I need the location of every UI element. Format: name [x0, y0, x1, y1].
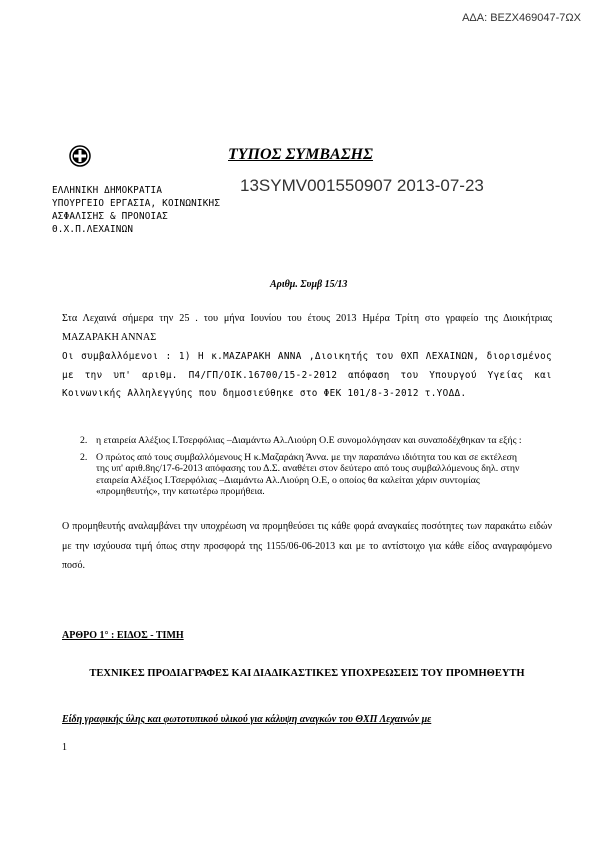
issuer-line-2: ΥΠΟΥΡΓΕΙΟ ΕΡΓΑΣΙΑ, ΚΟΙΝΩΝΙΚΗΣ: [52, 198, 221, 209]
specs-heading: ΤΕΧΝΙΚΕΣ ΠΡΟΔΙΑΓΡΑΦΕΣ ΚΑΙ ΔΙΑΔΙΚΑΣΤΙΚΕΣ ΥΠΟΧΡΕΩΣΕΙΣ ΤΟΥ ΠΡΟΜΗΘΕΥΤΗ: [89, 668, 525, 679]
numbered-list: [80, 435, 525, 503]
supplier-paragraph: Ο προμηθευτής αναλαμβάνει την υποχρέωση να προμηθεύσει τις κάθε φορά αναγκαίες ποσότητες των παρακάτω ειδών με την ισχύουσα τιμή όπως στην προσφορά της 1155/06-06-2013 και με το αντίστοιχο για κάθε είδος αναγραφόμενο ποσό.: [62, 521, 552, 571]
intro-paragraph: Στα Λεχαινά σήμερα την 25 . του μήνα Ιουνίου του έτους 2013 Ημέρα Τρίτη στο γραφείο της Διοικήτριας ΜΑΖΑΡΑΚΗ ΑΝΝΑΣ: [62, 313, 552, 343]
contract-number: Αριθμ. Συμβ 15/13: [270, 279, 348, 290]
greek-emblem-icon: [69, 145, 91, 167]
issuer-block: [52, 184, 220, 236]
list-item: [80, 452, 525, 498]
list-item-text: η εταιρεία Αλέξιος Ι.Τσερφόλιας –Διαμάντω Αλ.Λιούρη Ο.Ε συνομολόγησαν και συναποδέχθηκαν τα εξής :: [96, 435, 522, 446]
document-title: ΤΥΠΟΣ ΣΥΜΒΑΣΗΣ: [228, 146, 373, 163]
issuer-line-4: Θ.Χ.Π.ΛΕΧΑΙΝΩΝ: [52, 224, 134, 235]
registration-number: 13SYMV001550907 2013-07-23: [240, 176, 484, 195]
list-item-number: 2.: [80, 435, 88, 446]
issuer-line-3: ΑΣΦΑΛΙΣΗΣ & ΠΡΟΝΟΙΑΣ: [52, 211, 168, 222]
needs-line: Είδη γραφικής ύλης και φωτοτυπικού υλικού για κάλυψη αναγκών του ΘΧΠ Λεχαινών με: [62, 714, 432, 725]
parties-paragraph: Οι συμβαλλόμενοι : 1) Η κ.ΜΑΖΑΡΑΚΗ ΑΝΝΑ ,Διοικητής του ΘΧΠ ΛΕΧΑΙΝΩΝ, διορισμένος με την υπ' αριθμ. Π4/ΓΠ/ΟΙΚ.16700/15-2-2012 απόφαση του Υπουργού Υγείας και Κοινωνικής Αλληλεγγύης που δημοσιεύθηκε στο ΦΕΚ 101/8-3-2012 τ.ΥΟΔΔ.: [62, 351, 552, 399]
issuer-line-1: ΕΛΛΗΝΙΚΗ ΔΗΜΟΚΡΑΤΙΑ: [52, 185, 163, 196]
list-item-text: Ο πρώτος από τους συμβαλλόμενους Η κ.Μαζαράκη Άννα. με την παραπάνω ιδιότητα του και σε εκτέλεση της υπ' αριθ.8ης/17-6-2013 απόφασης του Δ.Σ. αναθέτει στον δεύτερο από τους συμβαλλόμενους δηλ. στην εταιρεία Αλέξιος Ι.Τσερφόλιας –Διαμάντω Αλ.Λιούρη Ο.Ε, ο οποίος θα καλείται χάριν συντομίας «προμηθευτής», την κατωτέρω προμήθεια.: [96, 451, 520, 497]
page-number: 1: [62, 742, 67, 753]
list-item-number: 2.: [80, 451, 88, 463]
article-heading: ΑΡΘΡΟ 1° : ΕΙΔΟΣ - ΤΙΜΗ: [62, 630, 184, 641]
ada-code: ΑΔΑ: ΒΕΖΧ469047-7ΩΧ: [462, 12, 581, 24]
list-item: [80, 435, 525, 447]
